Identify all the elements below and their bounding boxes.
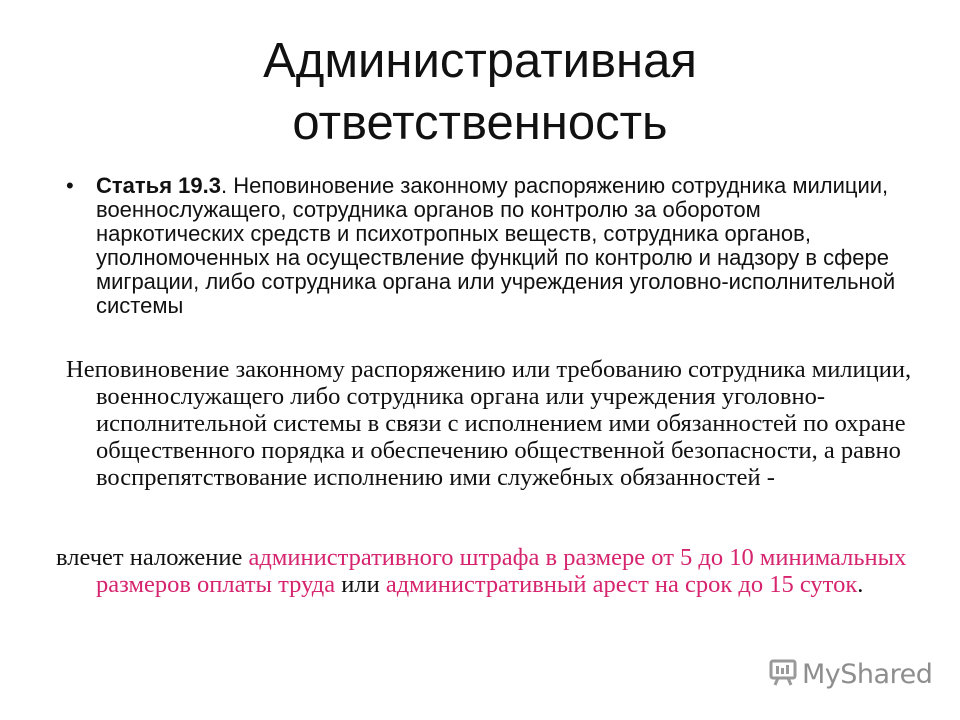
bullet-text	[96, 174, 906, 318]
penalty-suffix: .	[857, 571, 864, 598]
title-line-1: Административная	[263, 34, 697, 88]
penalty-fine: административного штрафа в размере от 5 до 10 минимальных размеров оплаты труда	[96, 544, 907, 598]
article-label: Статья 19.3	[96, 173, 221, 198]
slide-title	[0, 30, 960, 154]
presentation-board-icon	[768, 657, 802, 692]
title-line-2: ответственность	[292, 96, 668, 150]
article-paragraph: Неповиновение законному распоряжению или требованию сотрудника милиции, военнослужащего либо сотрудника органа или учреждения уголовно-исполнительной системы в связи с исполнением ими обязанностей по охране общественного порядка и обеспечению общественной безопасности, а равно воспрепятствование исполнению ими служебных обязанностей -	[66, 356, 912, 491]
article-text: . Неповиновение законному распоряжению сотрудника милиции, военнослужащего, сотрудника органов по контролю за оборотом наркотических средств и психотропных веществ, сотрудника органов, уполномоченных на осуществление функций по контролю и надзору в сфере миграции, либо сотрудника органа или учреждения уголовно-исполнительной системы	[96, 173, 896, 318]
watermark-text: MyShared	[802, 658, 933, 690]
bullet-marker: •	[66, 173, 74, 198]
watermark-logo	[768, 656, 932, 692]
bullet-item	[66, 174, 906, 318]
penalty-paragraph	[56, 544, 956, 598]
penalty-arrest: административный арест на срок до 15 суток	[385, 571, 858, 598]
penalty-prefix: влечет наложение	[56, 544, 249, 571]
penalty-middle: или	[335, 571, 386, 598]
